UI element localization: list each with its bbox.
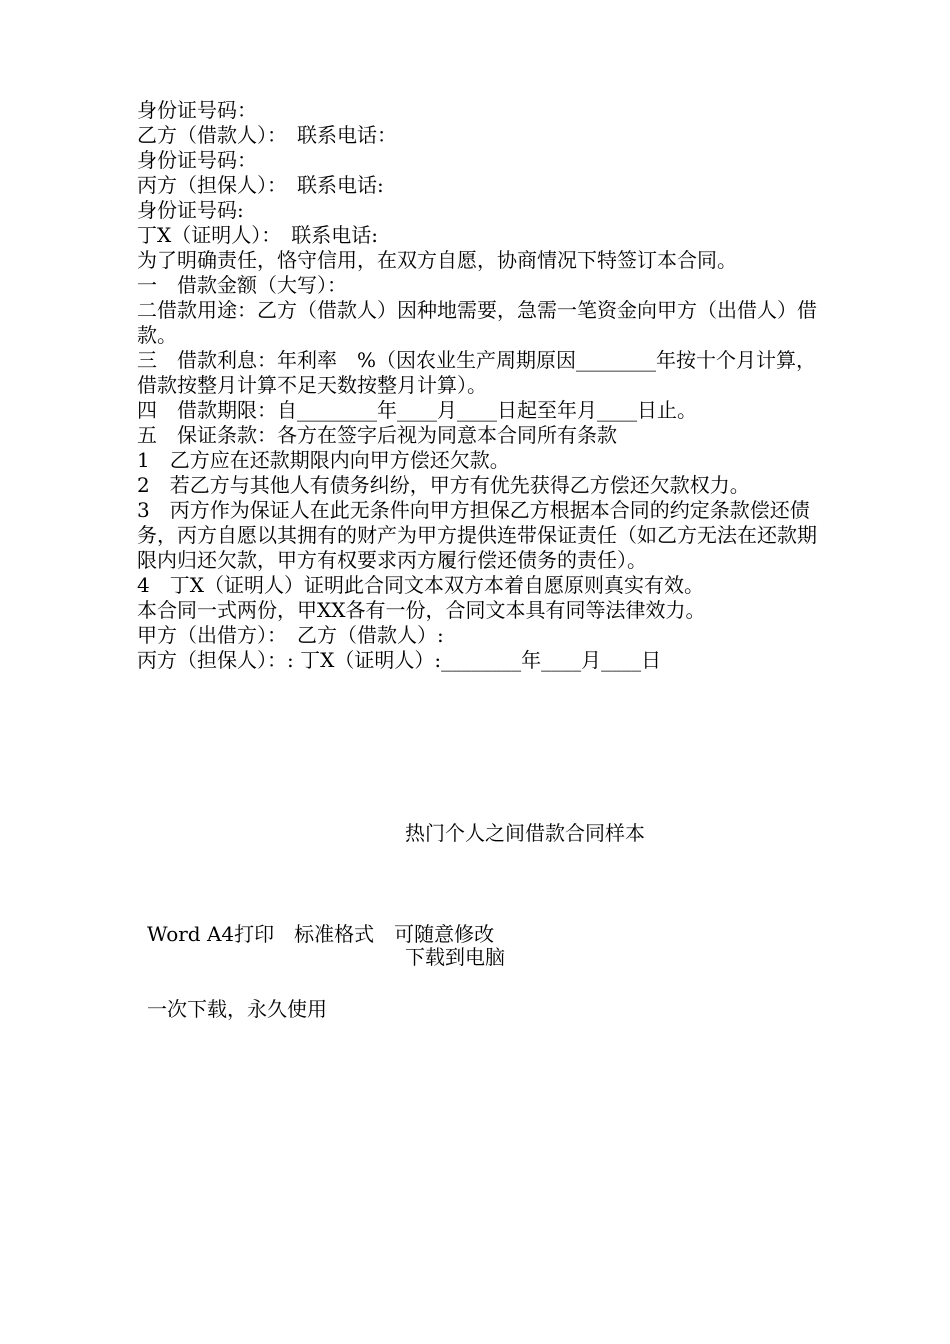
signature-guarantor-witness: 丙方（担保人）：: 丁X（证明人）:________年____月____日 (137, 648, 662, 672)
witness-contact: 丁X（证明人）： 联系电话: (137, 223, 378, 247)
lender-id-number: 身份证号码： (137, 98, 257, 122)
clause-loan-interest: 三 借款利息：年利率 %（因农业生产周期原因________年按十个月计算，借款按整月计算不足天数按整月计算）。 (137, 348, 817, 397)
promo-feature-format: Word A4打印 标准格式 可随意修改 (147, 922, 495, 946)
clause-loan-amount: 一 借款金额（大写）： (137, 273, 347, 297)
clause-loan-term: 四 借款期限：自________年____月____日起至年月____日止。 (137, 398, 697, 422)
clause-loan-purpose: 二借款用途：乙方（借款人）因种地需要，急需一笔资金向甲方（出借人）借款。 (137, 298, 817, 347)
borrower-contact: 乙方（借款人）： 联系电话： (137, 123, 397, 147)
download-to-computer-button[interactable]: 下载到电脑 (405, 945, 505, 969)
guarantee-item-4: 4 丁X（证明人）证明此合同文本双方本着自愿原则真实有效。 (137, 573, 704, 597)
clause-guarantee: 五 保证条款：各方在签字后视为同意本合同所有条款 (137, 423, 617, 447)
guarantee-item-1: 1 乙方应在还款期限内向甲方偿还欠款。 (137, 448, 510, 472)
signature-lender-borrower: 甲方（出借方）： 乙方（借款人）: (137, 623, 444, 647)
guarantor-id-number: 身份证号码: (137, 198, 244, 222)
promo-title: 热门个人之间借款合同样本 (405, 821, 645, 845)
guarantee-item-3: 3 丙方作为保证人在此无条件向甲方担保乙方根据本合同的约定条款偿还债务，丙方自愿以其拥有的财产为甲方提供连带保证责任（如乙方无法在还款期限内归还欠款，甲方有权要求丙方履行偿还债务的责任）。 (137, 498, 817, 572)
contract-preamble: 为了明确责任，恪守信用，在双方自愿，协商情况下特签订本合同。 (137, 248, 737, 272)
copies-statement: 本合同一式两份，甲XX各有一份，合同文本具有同等法律效力。 (137, 598, 706, 622)
guarantor-contact: 丙方（担保人）： 联系电话: (137, 173, 384, 197)
promo-features (147, 872, 494, 1072)
borrower-id-number: 身份证号码： (137, 148, 257, 172)
guarantee-item-2: 2 若乙方与其他人有债务纠纷，甲方有优先获得乙方偿还欠款权力。 (137, 473, 750, 497)
promo-feature-download: 一次下载，永久使用 (147, 997, 327, 1021)
contract-body (137, 98, 822, 673)
